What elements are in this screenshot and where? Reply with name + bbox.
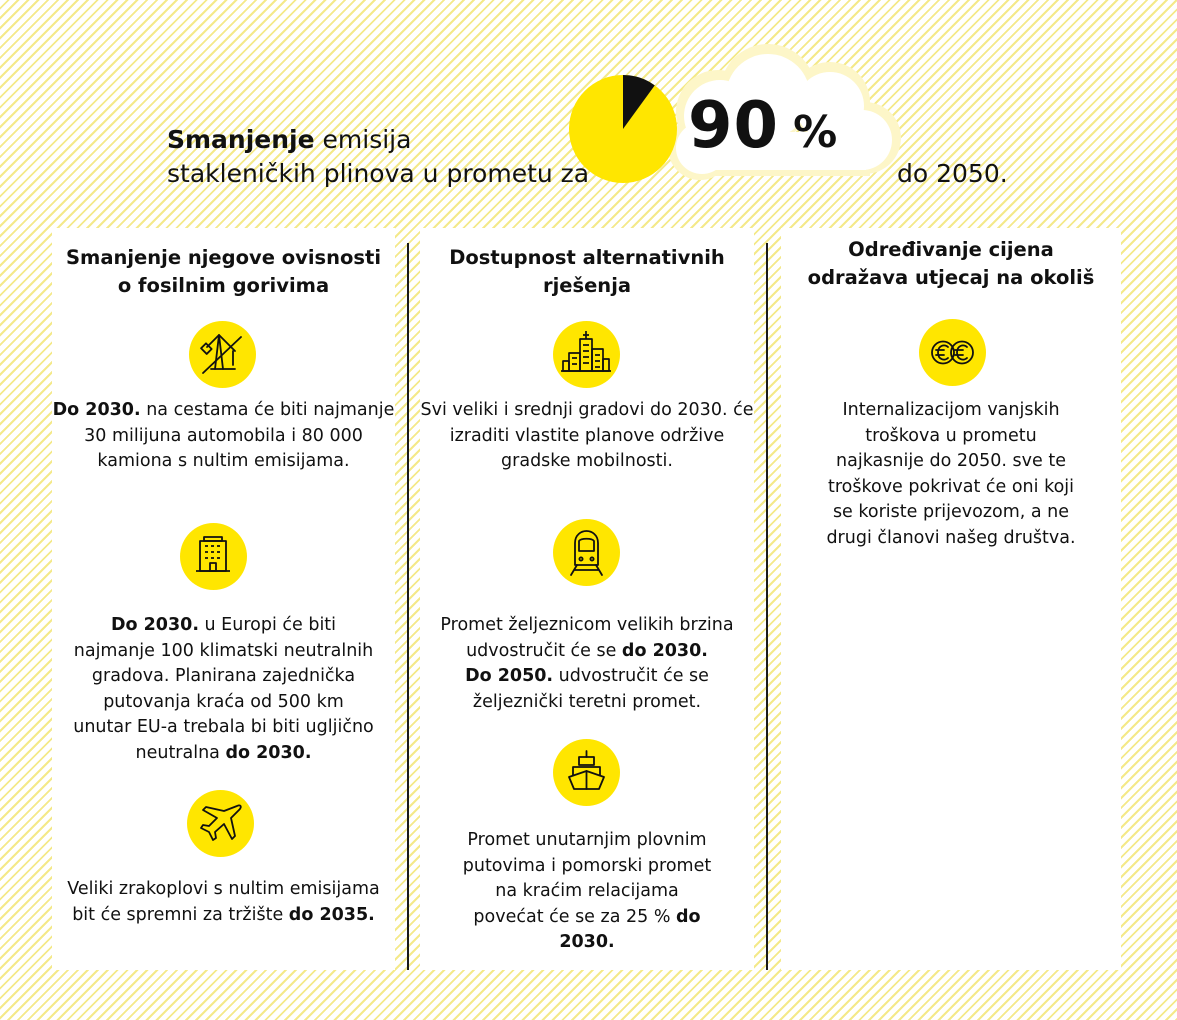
ship-icon xyxy=(553,739,620,806)
text-bold-year: Do 2050. xyxy=(465,666,554,686)
text-waterways xyxy=(460,828,714,956)
pie-90-percent xyxy=(567,73,679,185)
city-skyline-icon xyxy=(553,321,620,388)
text-body: na cestama će biti najmanje 30 milijuna automobila i 80 000 kamiona s nultim emisijama. xyxy=(84,400,395,471)
oil-pump-crossed-icon xyxy=(189,321,256,388)
text-urban-mobility xyxy=(420,398,754,475)
text-body: Veliki zrakoplovi s nultim emisijama bit će spremni za tržište xyxy=(67,879,380,925)
text-body: udvostručit će se željeznički teretni promet. xyxy=(472,666,709,712)
column-title-line-1: Smanjenje njegove ovisnosti xyxy=(65,246,382,269)
text-body: Svi veliki i srednji gradovi do 2030. će izraditi vlastite planove održive gradske mobilnosti. xyxy=(420,400,754,471)
header-line-1-rest: emisija xyxy=(314,125,412,154)
train-icon xyxy=(553,519,620,586)
text-body: Promet željeznicom velikih brzina udvostručit će se xyxy=(440,615,734,661)
big-percent-value xyxy=(688,88,838,171)
percent-sign: % xyxy=(793,107,839,158)
header-bold-word: Smanjenje xyxy=(167,125,315,154)
column-title xyxy=(52,244,395,300)
text-bold-deadline: do 2035. xyxy=(288,904,375,925)
text-bold-year: Do 2030. xyxy=(52,400,141,420)
building-icon xyxy=(180,523,247,590)
column-title-line-1: Određivanje cijena xyxy=(848,238,1054,261)
text-high-speed-rail xyxy=(420,613,754,715)
column-divider-1 xyxy=(407,243,409,970)
text-cars-trucks xyxy=(52,398,395,475)
column-divider-2 xyxy=(766,243,768,970)
column-title-line-1: Dostupnost alternativnih xyxy=(449,246,725,269)
column-title-line-2: rješenja xyxy=(542,274,632,297)
text-aircraft xyxy=(62,877,385,928)
text-bold-deadline: do 2030. xyxy=(559,906,701,952)
euro-coins-icon xyxy=(919,319,986,386)
header-line-2: stakleničkih plinova u prometu za xyxy=(167,159,590,188)
text-bold-deadline: do 2030. xyxy=(621,640,708,661)
text-body: Promet unutarnjim plovnim putovima i pomorski promet na kraćim relacijama povećat će se za 25 % xyxy=(462,830,712,927)
column-title xyxy=(420,244,754,300)
column-title-line-2: odražava utjecaj na okoliš xyxy=(807,266,1095,289)
text-bold-year: Do 2030. xyxy=(110,615,199,635)
column-fossil-dependency xyxy=(52,228,395,970)
column-title-line-2: o fosilnim gorivima xyxy=(117,274,330,297)
text-bold-deadline: do 2030. xyxy=(225,742,312,763)
text-body: u Europi će biti najmanje 100 klimatski neutralnih gradova. Planirana zajednička putovanja kraća od 500 km unutar EU-a trebala bi biti ugljično neutralna xyxy=(73,615,374,763)
column-pricing xyxy=(781,228,1121,970)
header-suffix: do 2050. xyxy=(897,159,1008,188)
header-line-1 xyxy=(167,124,411,156)
text-internalization xyxy=(826,398,1076,551)
column-alternative-solutions xyxy=(420,228,754,970)
text-climate-cities xyxy=(72,613,375,766)
airplane-icon xyxy=(187,790,254,857)
percent-number: 90 xyxy=(688,89,780,163)
column-title xyxy=(781,236,1121,292)
text-body: Internalizacijom vanjskih troškova u prometu najkasnije do 2050. sve te troškove pokrivat će oni koji se koriste prijevozom, a ne drugi članovi našeg društva. xyxy=(826,400,1076,548)
